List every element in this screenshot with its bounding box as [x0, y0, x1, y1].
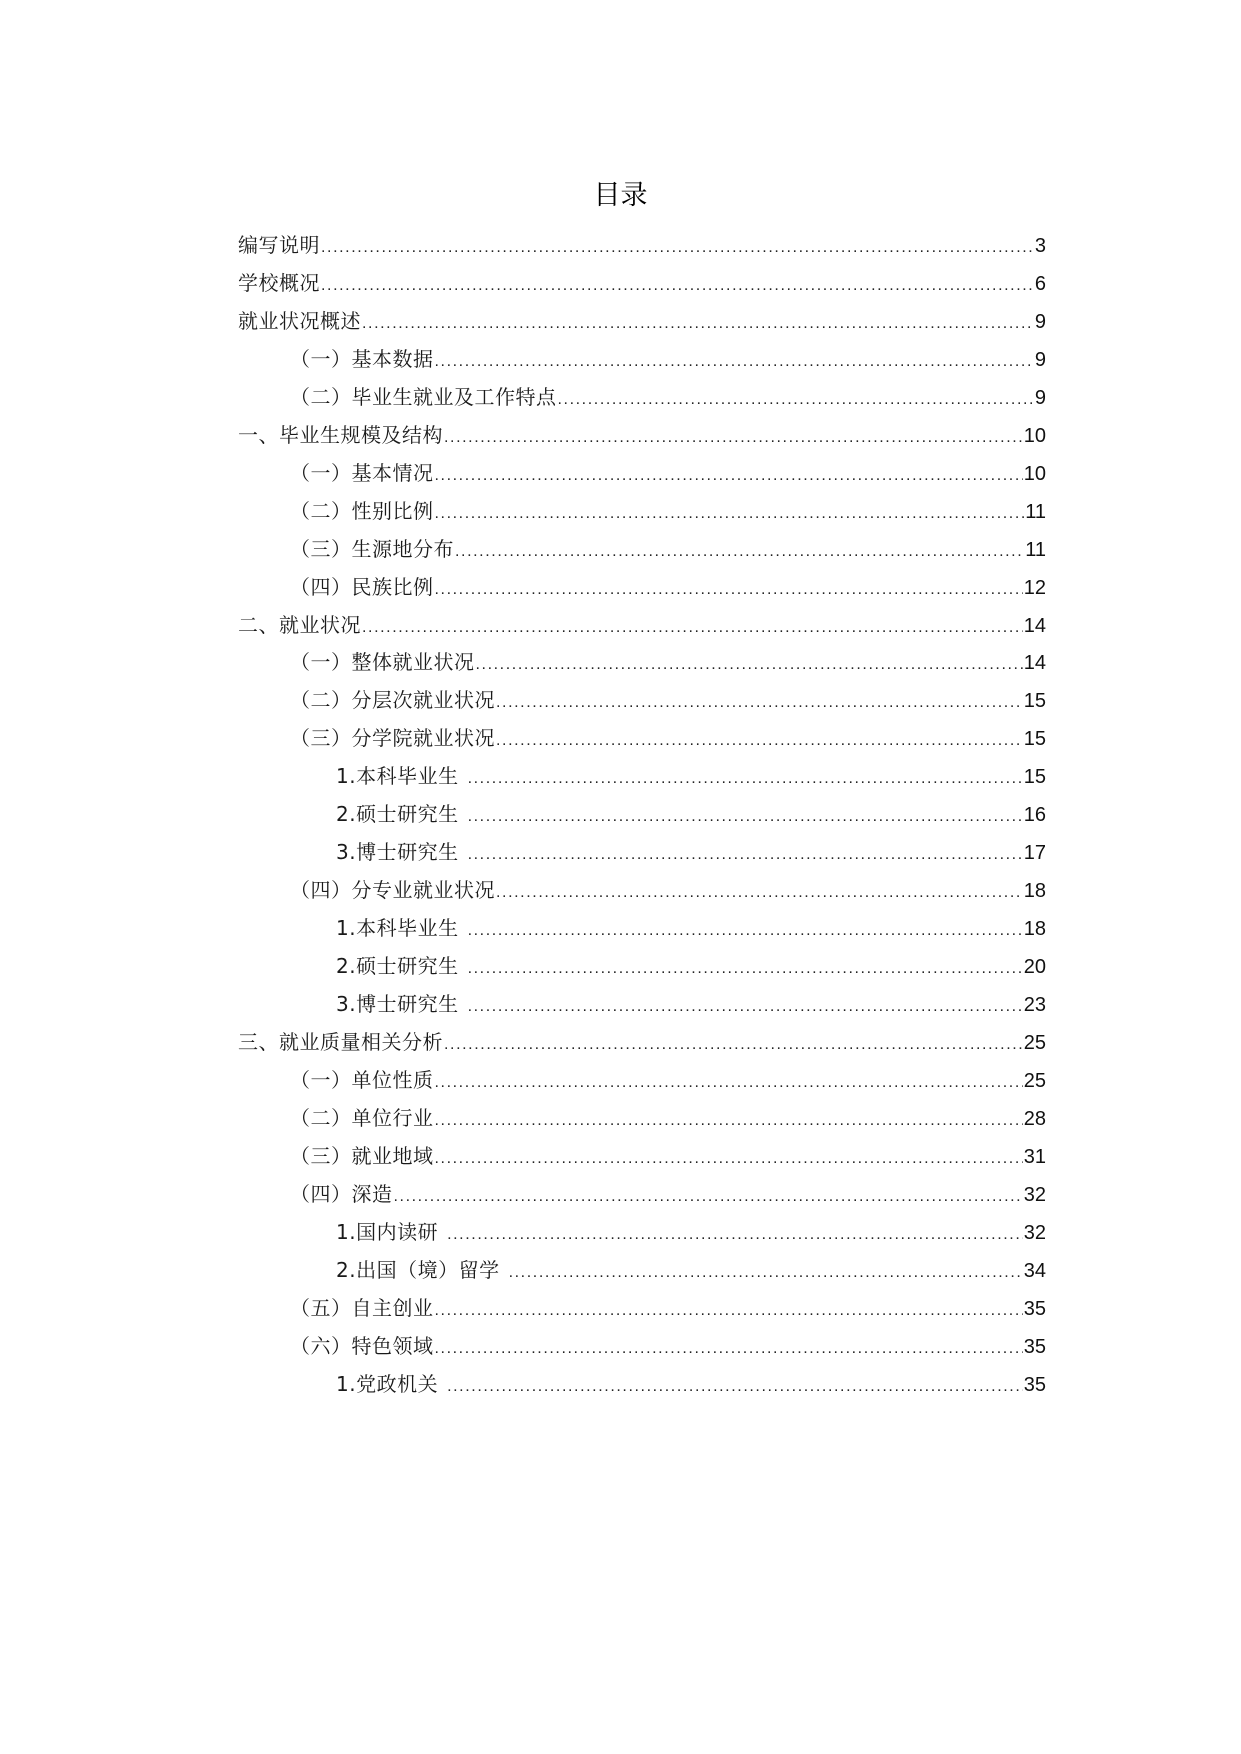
- dot-leader: [558, 381, 1034, 419]
- toc-entry[interactable]: [238, 1365, 1046, 1403]
- toc-entry[interactable]: [238, 1251, 1046, 1289]
- dot-leader: [496, 874, 1023, 912]
- toc-entry-label: 1.本科毕业生: [336, 764, 459, 789]
- dot-leader: [394, 1178, 1023, 1216]
- toc-page-number: 15: [1023, 690, 1046, 713]
- dot-leader: [435, 571, 1023, 609]
- toc-page-number: 15: [1023, 728, 1046, 751]
- toc-entry-label: （二）单位行业: [290, 1105, 434, 1130]
- toc-entry[interactable]: [238, 643, 1046, 681]
- toc-entry-label: 编写说明: [238, 233, 320, 257]
- toc-entry-label: （二）毕业生就业及工作特点: [290, 384, 557, 409]
- toc-entry[interactable]: [238, 1213, 1046, 1251]
- toc-entry-label: （一）单位性质: [290, 1067, 434, 1092]
- toc-entry[interactable]: [238, 1289, 1046, 1327]
- toc-entry[interactable]: [238, 1023, 1046, 1061]
- toc-entry-label: （四）民族比例: [290, 574, 434, 599]
- dot-leader: [321, 229, 1034, 267]
- toc-entry[interactable]: [238, 795, 1046, 833]
- dot-leader: [468, 760, 1023, 798]
- toc-page-number: 11: [1025, 538, 1046, 561]
- toc-entry[interactable]: [238, 416, 1046, 454]
- dot-leader: [362, 305, 1034, 343]
- toc-page-number: 3: [1034, 235, 1046, 257]
- toc-entry-label: 3.博士研究生: [336, 840, 459, 865]
- dot-leader: [362, 609, 1023, 647]
- toc-entry-label: 一、毕业生规模及结构: [238, 422, 443, 447]
- toc-entry-label: （二）性别比例: [290, 498, 434, 523]
- dot-leader: [468, 836, 1023, 874]
- toc-page-number: 14: [1023, 652, 1046, 675]
- dot-leader: [447, 1216, 1023, 1254]
- toc-page-number: 9: [1034, 348, 1046, 371]
- dot-leader: [435, 1292, 1023, 1330]
- toc-page-number: 20: [1023, 956, 1046, 979]
- toc-entry[interactable]: [238, 985, 1046, 1023]
- toc-entry[interactable]: [238, 530, 1046, 568]
- dot-leader: [496, 684, 1023, 722]
- toc-entry-label: 3.博士研究生: [336, 992, 459, 1016]
- toc-page-number: 28: [1023, 1107, 1046, 1130]
- dot-leader: [468, 912, 1023, 950]
- toc-page-number: 18: [1023, 880, 1046, 903]
- toc-entry[interactable]: [238, 871, 1046, 909]
- toc-entry-label: 1.党政机关: [336, 1371, 439, 1396]
- toc-entry[interactable]: [238, 1099, 1046, 1137]
- toc-page-number: 31: [1023, 1145, 1046, 1168]
- toc-page-number: 23: [1023, 994, 1046, 1016]
- dot-leader: [435, 457, 1023, 495]
- dot-leader: [468, 950, 1023, 988]
- toc-entry-label: （四）分专业就业状况: [290, 878, 495, 903]
- toc-entry-label: （一）基本情况: [290, 460, 434, 485]
- toc-entry-label: （三）就业地域: [290, 1143, 434, 1168]
- toc-entry[interactable]: [238, 719, 1046, 757]
- toc-entry-label: 2.硕士研究生: [336, 802, 459, 827]
- toc-entry-label: 2.硕士研究生: [336, 954, 459, 979]
- toc-entry-label: 学校概况: [238, 270, 320, 295]
- dot-leader: [435, 1140, 1023, 1178]
- toc-entry-label: （一）整体就业状况: [290, 650, 475, 675]
- toc-page-number: 14: [1023, 614, 1046, 637]
- toc-entry[interactable]: [238, 909, 1046, 947]
- toc-entry-label: （三）生源地分布: [290, 536, 454, 561]
- toc-page-number: 32: [1023, 1221, 1046, 1244]
- toc-page-number: 10: [1023, 462, 1046, 485]
- toc-page-number: 18: [1023, 918, 1046, 941]
- toc-page-number: 9: [1034, 310, 1046, 333]
- toc-page-number: 25: [1023, 1031, 1046, 1054]
- dot-leader: [468, 798, 1023, 836]
- toc-page-number: 25: [1023, 1069, 1046, 1092]
- toc-entry-label: 1.本科毕业生: [336, 916, 459, 941]
- toc-entry-label: 2.出国（境）留学: [336, 1257, 500, 1282]
- toc-entry[interactable]: [238, 1175, 1046, 1213]
- toc-entry[interactable]: [238, 568, 1046, 606]
- toc-page-number: 11: [1025, 500, 1046, 523]
- toc-entry[interactable]: [238, 454, 1046, 492]
- toc-entry[interactable]: [238, 302, 1046, 340]
- dot-leader: [435, 1102, 1023, 1140]
- toc-entry-label: （四）深造: [290, 1181, 393, 1206]
- toc-entry-label: 二、就业状况: [238, 612, 361, 637]
- toc-entry[interactable]: [238, 606, 1046, 644]
- toc-entry[interactable]: [238, 833, 1046, 871]
- toc-entry[interactable]: [238, 757, 1046, 795]
- dot-leader: [455, 533, 1024, 571]
- toc-page-number: 17: [1023, 842, 1046, 865]
- toc-entry-label: 1.国内读研: [336, 1219, 439, 1244]
- toc-page-number: 32: [1023, 1183, 1046, 1206]
- toc-entry-label: （二）分层次就业状况: [290, 688, 495, 713]
- dot-leader: [476, 646, 1023, 684]
- toc-entry-label: （六）特色领域: [290, 1333, 434, 1358]
- page-title: 目录: [593, 180, 648, 211]
- toc-entry[interactable]: [238, 947, 1046, 985]
- dot-leader: [468, 988, 1023, 1026]
- toc-entry-label: 三、就业质量相关分析: [238, 1029, 443, 1054]
- dot-leader: [435, 495, 1025, 533]
- toc-page-number: 34: [1023, 1259, 1046, 1282]
- toc-entry[interactable]: [238, 264, 1046, 302]
- dot-leader: [321, 267, 1034, 305]
- dot-leader: [447, 1368, 1023, 1406]
- toc-page-number: 10: [1023, 424, 1046, 447]
- toc-entry-label: （五）自主创业: [290, 1295, 434, 1320]
- toc-page-number: 35: [1023, 1297, 1046, 1320]
- dot-leader: [435, 1330, 1023, 1368]
- toc-page-number: 16: [1023, 804, 1046, 827]
- dot-leader: [509, 1254, 1023, 1292]
- toc-entry[interactable]: [238, 1061, 1046, 1099]
- toc-entry[interactable]: [238, 340, 1046, 378]
- dot-leader: [435, 1064, 1023, 1102]
- toc-page-number: 9: [1034, 386, 1046, 409]
- toc-entry[interactable]: [238, 681, 1046, 719]
- toc-entry[interactable]: [238, 1137, 1046, 1175]
- dot-leader: [444, 1026, 1023, 1064]
- toc-entry[interactable]: [238, 1327, 1046, 1365]
- toc-entry-label: 就业状况概述: [238, 308, 361, 333]
- toc-page-number: 35: [1023, 1373, 1046, 1396]
- dot-leader: [496, 722, 1023, 760]
- toc-entry[interactable]: [238, 492, 1046, 530]
- toc-page-number: 15: [1023, 766, 1046, 789]
- toc-page-number: 12: [1023, 576, 1046, 599]
- toc-page-number: 35: [1023, 1335, 1046, 1358]
- dot-leader: [435, 343, 1034, 381]
- toc-entry[interactable]: [238, 226, 1046, 264]
- dot-leader: [444, 419, 1023, 457]
- toc-entry[interactable]: [238, 378, 1046, 416]
- toc-entry-label: （三）分学院就业状况: [290, 726, 495, 751]
- toc-entry-label: （一）基本数据: [290, 346, 434, 371]
- toc-page-number: 6: [1034, 272, 1046, 295]
